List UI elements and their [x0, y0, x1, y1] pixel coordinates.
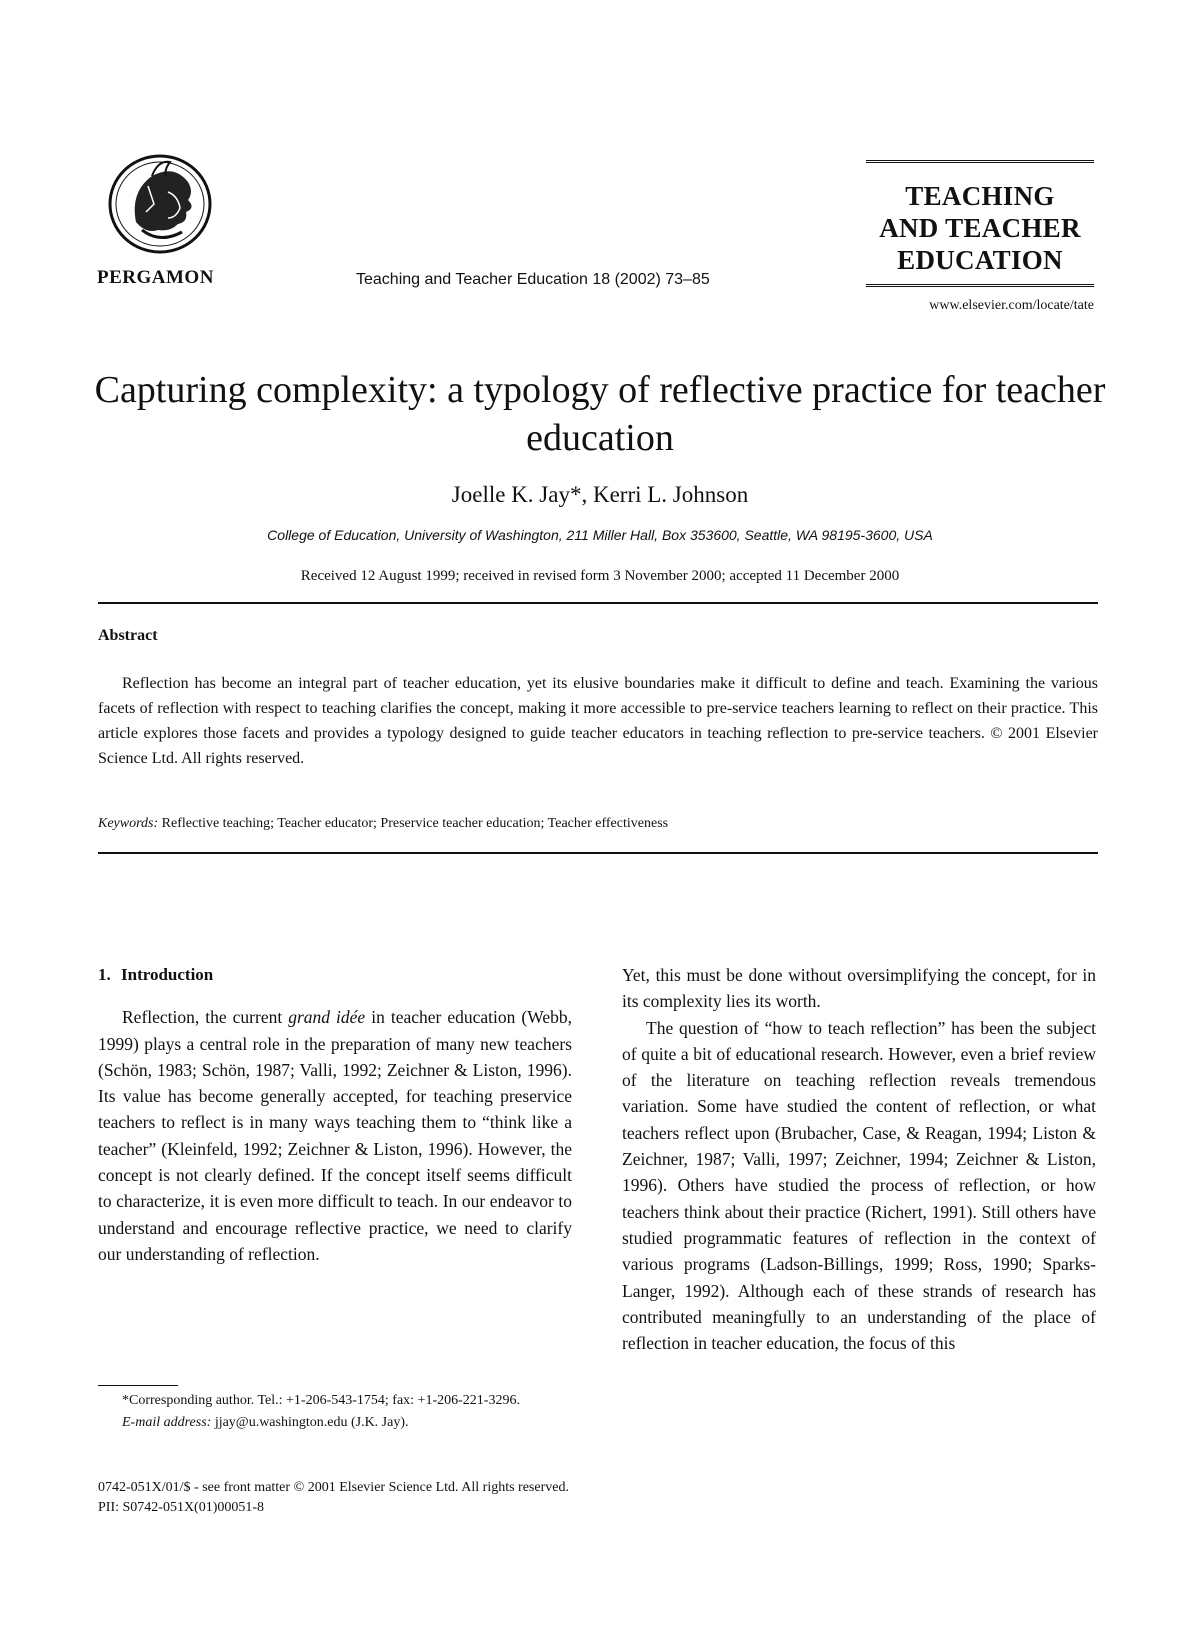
- intro-paragraph-1: [98, 1004, 572, 1267]
- journal-url-link[interactable]: www.elsevier.com/locate/tate: [929, 298, 1094, 313]
- abstract-top-rule: [98, 602, 1098, 604]
- intro-italic-phrase: grand idée: [288, 1007, 366, 1028]
- copyright-line: 0742-051X/01/$ - see front matter © 2001 Elsevier Science Ltd. All rights reserved.: [98, 1480, 569, 1495]
- article-dates: Received 12 August 1999; received in revised form 3 November 2000; accepted 11 December 2000: [300, 568, 900, 584]
- footnote-block: [98, 1390, 572, 1434]
- journal-name-line-3: EDUCATION: [897, 245, 1063, 275]
- keywords-line: [98, 816, 668, 832]
- article-authors: Joelle K. Jay*, Kerri L. Johnson: [451, 482, 749, 507]
- keywords-list: Reflective teaching; Teacher educator; Preservice teacher education; Teacher effectiveness: [161, 816, 669, 831]
- footnote-email: [98, 1412, 572, 1434]
- journal-name-line-1: TEACHING: [905, 181, 1055, 211]
- abstract-text: Reflection has become an integral part of teacher education, yet its elusive boundaries make it difficult to define and teach. Examining the various facets of reflection with respect to teaching clarifies the concept, making it more accessible to pre-service teachers learning to reflect on their practice. This article explores those facets and provides a typology designed to guide teacher educators in teaching reflection to pre-service teachers. © 2001 Elsevier Science Ltd. All rights reserved.: [98, 675, 1098, 767]
- publisher-name: PERGAMON: [97, 267, 214, 288]
- masthead-bottom-rule: [866, 284, 1094, 290]
- keywords-label: Keywords:: [98, 816, 159, 831]
- journal-citation: Teaching and Teacher Education 18 (2002) 73–85: [356, 271, 710, 288]
- right-column: [622, 962, 1096, 1356]
- pergamon-logo-icon: [108, 152, 218, 256]
- pii-line: PII: S0742-051X(01)00051-8: [98, 1500, 265, 1515]
- email-label: E-mail address:: [122, 1415, 212, 1430]
- journal-name-line-2: AND TEACHER: [879, 213, 1081, 243]
- section-number: 1.: [98, 965, 111, 984]
- section-heading: [98, 962, 572, 988]
- abstract-heading: Abstract: [98, 627, 158, 644]
- author-affiliation: College of Education, University of Washington, 211 Miller Hall, Box 353600, Seattle, WA 98195-3600, USA: [267, 527, 933, 543]
- journal-masthead: [866, 160, 1094, 290]
- email-address[interactable]: jjay@u.washington.edu (J.K. Jay).: [211, 1415, 409, 1430]
- footnote-corresponding: *Corresponding author. Tel.: +1-206-543-1754; fax: +1-206-221-3296.: [122, 1393, 520, 1408]
- masthead-top-rule: [866, 160, 1094, 166]
- left-column: [98, 962, 572, 1267]
- abstract-bottom-rule: [98, 852, 1098, 854]
- intro-text-a: Reflection, the current: [122, 1007, 289, 1028]
- footnote-rule: [98, 1385, 178, 1386]
- abstract-body: [98, 671, 1098, 771]
- section-title: Introduction: [121, 965, 214, 984]
- intro-text-b: in teacher education (Webb, 1999) plays a central role in the preparation of many new teachers (Schön, 1983; Schön, 1987; Valli, 1992; Zeichner & Liston, 1996). Its value has become generally accepted, for teaching preservice teachers to reflect is in many ways teaching them to “think like a teacher” (Kleinfeld, 1992; Zeichner & Liston, 1996). However, the concept is not clearly defined. If the concept itself seems difficult to characterize, it is even more difficult to teach. In our endeavor to understand and encourage reflective practice, we need to clarify our understanding of reflection.: [98, 1007, 572, 1264]
- right-paragraph-1: Yet, this must be done without oversimplifying the concept, for in its complexity lies its worth.: [622, 965, 1096, 1012]
- article-title: Capturing complexity: a typology of reflective practice for teacher education: [94, 369, 1106, 459]
- copyright-block: [98, 1478, 569, 1518]
- right-paragraph-2: The question of “how to teach reflection” has been the subject of quite a bit of educational research. However, even a brief review of the literature on teaching reflection reveals tremendous variation. Some have studied the content of reflection, or what teachers reflect upon (Brubacher, Case, & Reagan, 1994; Liston & Zeichner, 1987; Valli, 1997; Zeichner, 1994; Zeichner & Liston, 1996). Others have studied the process of reflection, or how teachers think about their practice (Richert, 1991). Still others have studied programmatic features of reflection in the context of various programs (Ladson-Billings, 1999; Ross, 1990; Sparks-Langer, 1992). Although each of these strands of research has contributed meaningfully to an understanding of the place of reflection in teacher education, the focus of this: [622, 1017, 1096, 1354]
